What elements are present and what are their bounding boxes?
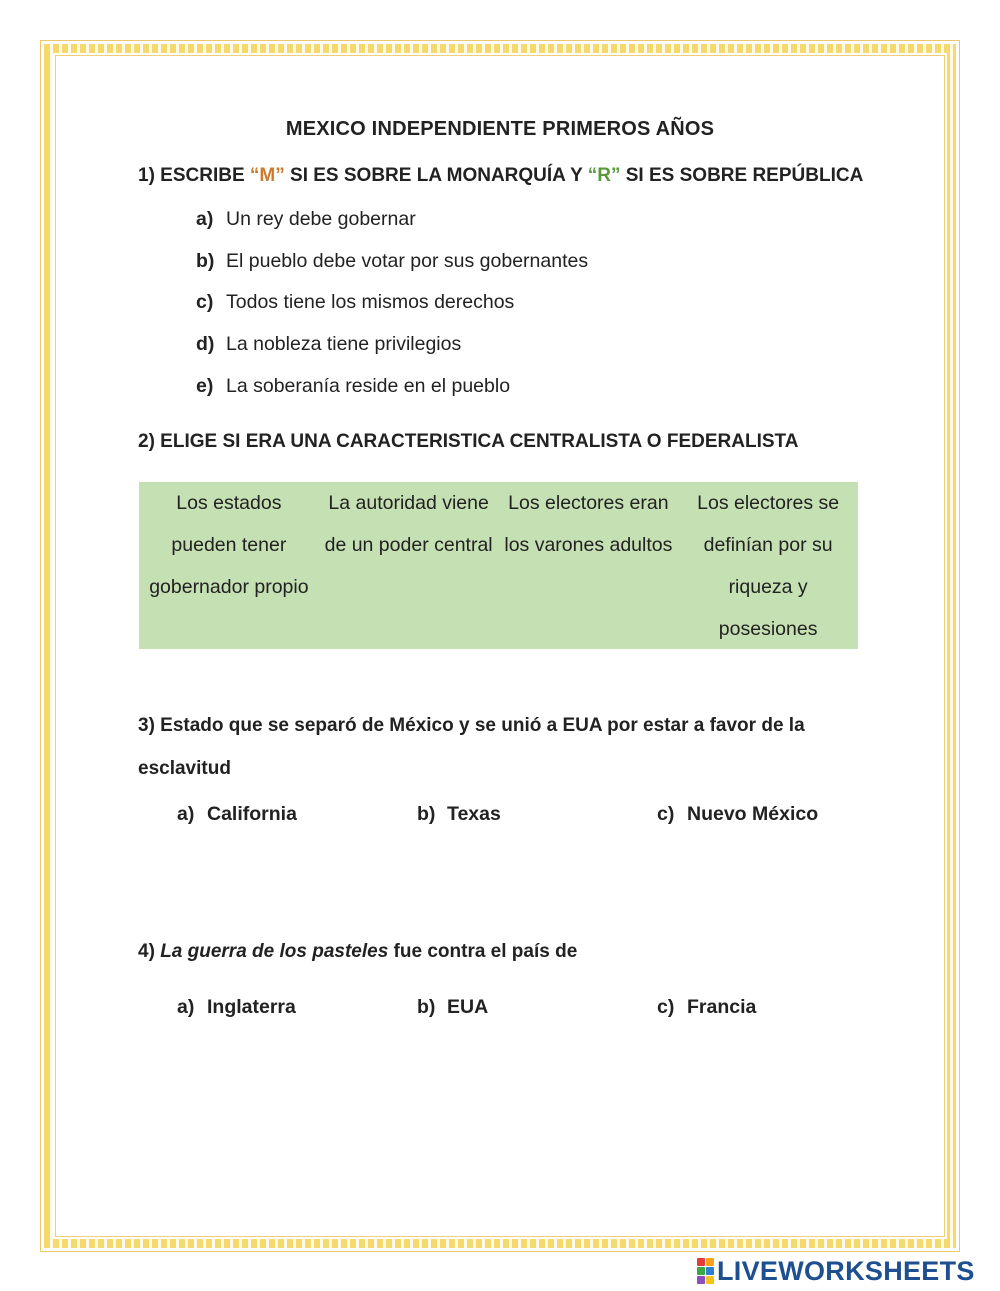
page-title: MEXICO INDEPENDIENTE PRIMEROS AÑOS bbox=[285, 118, 715, 140]
q4-option[interactable] bbox=[177, 996, 296, 1019]
q1-item-text: El pueblo debe votar por sus gobernantes bbox=[226, 250, 589, 272]
q4-italic: La guerra de los pasteles bbox=[160, 941, 389, 962]
logo-block bbox=[706, 1267, 714, 1275]
characteristic-card[interactable]: Los estados pueden tener gobernador propio bbox=[149, 492, 309, 598]
q1-item[interactable] bbox=[196, 333, 461, 356]
characteristic-card[interactable]: Los electores eran los varones adultos bbox=[504, 492, 673, 556]
logo-block bbox=[697, 1276, 705, 1284]
q4-suffix: fue contra el país de bbox=[388, 941, 578, 962]
q3-option[interactable] bbox=[177, 803, 297, 826]
q4-option-text: Francia bbox=[687, 996, 757, 1018]
logo-block bbox=[697, 1267, 705, 1275]
question-2-heading: 2) ELIGE SI ERA UNA CARACTERISTICA CENTRALISTA O FEDERALISTA bbox=[138, 431, 799, 452]
logo-text: LIVEWORKSHEETS bbox=[717, 1255, 975, 1286]
logo-block bbox=[697, 1258, 705, 1266]
characteristic-card[interactable]: Los electores se definían por su riqueza y posesiones bbox=[697, 492, 840, 640]
q3-option-label: b) bbox=[417, 803, 436, 825]
q1-suffix: SI ES SOBRE REPÚBLICA bbox=[620, 165, 864, 186]
q3-option-label: c) bbox=[657, 803, 675, 825]
q1-m-letter: “M” bbox=[249, 165, 285, 186]
q1-item-text: La soberanía reside en el pueblo bbox=[226, 375, 511, 397]
logo-block bbox=[706, 1258, 714, 1266]
q1-item-label: d) bbox=[196, 333, 215, 355]
q1-item-label: b) bbox=[196, 250, 215, 272]
q1-item[interactable] bbox=[196, 375, 510, 398]
q1-item-text: Un rey debe gobernar bbox=[226, 208, 416, 230]
q1-item-label: c) bbox=[196, 291, 214, 313]
characteristics-box bbox=[139, 482, 858, 649]
question-1-heading bbox=[138, 165, 863, 187]
logo-blocks-icon bbox=[697, 1258, 714, 1284]
q3-option-text: California bbox=[207, 803, 297, 825]
q4-option[interactable] bbox=[657, 996, 756, 1019]
logo-block bbox=[706, 1276, 714, 1284]
q4-option-text: EUA bbox=[447, 996, 489, 1018]
q4-option[interactable] bbox=[417, 996, 488, 1019]
question-4-heading bbox=[138, 941, 577, 963]
q1-item-label: a) bbox=[196, 208, 214, 230]
q4-option-label: b) bbox=[417, 996, 436, 1018]
q1-item[interactable] bbox=[196, 208, 416, 231]
q1-prefix: 1) ESCRIBE bbox=[138, 165, 250, 186]
q4-option-label: c) bbox=[657, 996, 675, 1018]
q3-option[interactable] bbox=[657, 803, 818, 826]
q3-option-text: Nuevo México bbox=[687, 803, 819, 825]
q1-middle: SI ES SOBRE LA MONARQUÍA Y bbox=[284, 165, 588, 186]
q4-prefix: 4) bbox=[138, 941, 161, 962]
q1-r-letter: “R” bbox=[587, 165, 621, 186]
liveworksheets-logo[interactable] bbox=[697, 1255, 975, 1286]
q1-item-text: La nobleza tiene privilegios bbox=[226, 333, 462, 355]
q1-item-text: Todos tiene los mismos derechos bbox=[226, 291, 515, 313]
q1-item[interactable] bbox=[196, 250, 588, 273]
q1-item-label: e) bbox=[196, 375, 214, 397]
q3-option[interactable] bbox=[417, 803, 501, 826]
q3-option-text: Texas bbox=[447, 803, 501, 825]
q4-option-text: Inglaterra bbox=[207, 996, 296, 1018]
q1-item[interactable] bbox=[196, 291, 514, 314]
question-3-heading: 3) Estado que se separó de México y se unió a EUA por estar a favor de la esclavitud bbox=[138, 715, 805, 779]
q4-option-label: a) bbox=[177, 996, 195, 1018]
q3-option-label: a) bbox=[177, 803, 195, 825]
characteristic-card[interactable]: La autoridad viene de un poder central bbox=[324, 492, 493, 556]
